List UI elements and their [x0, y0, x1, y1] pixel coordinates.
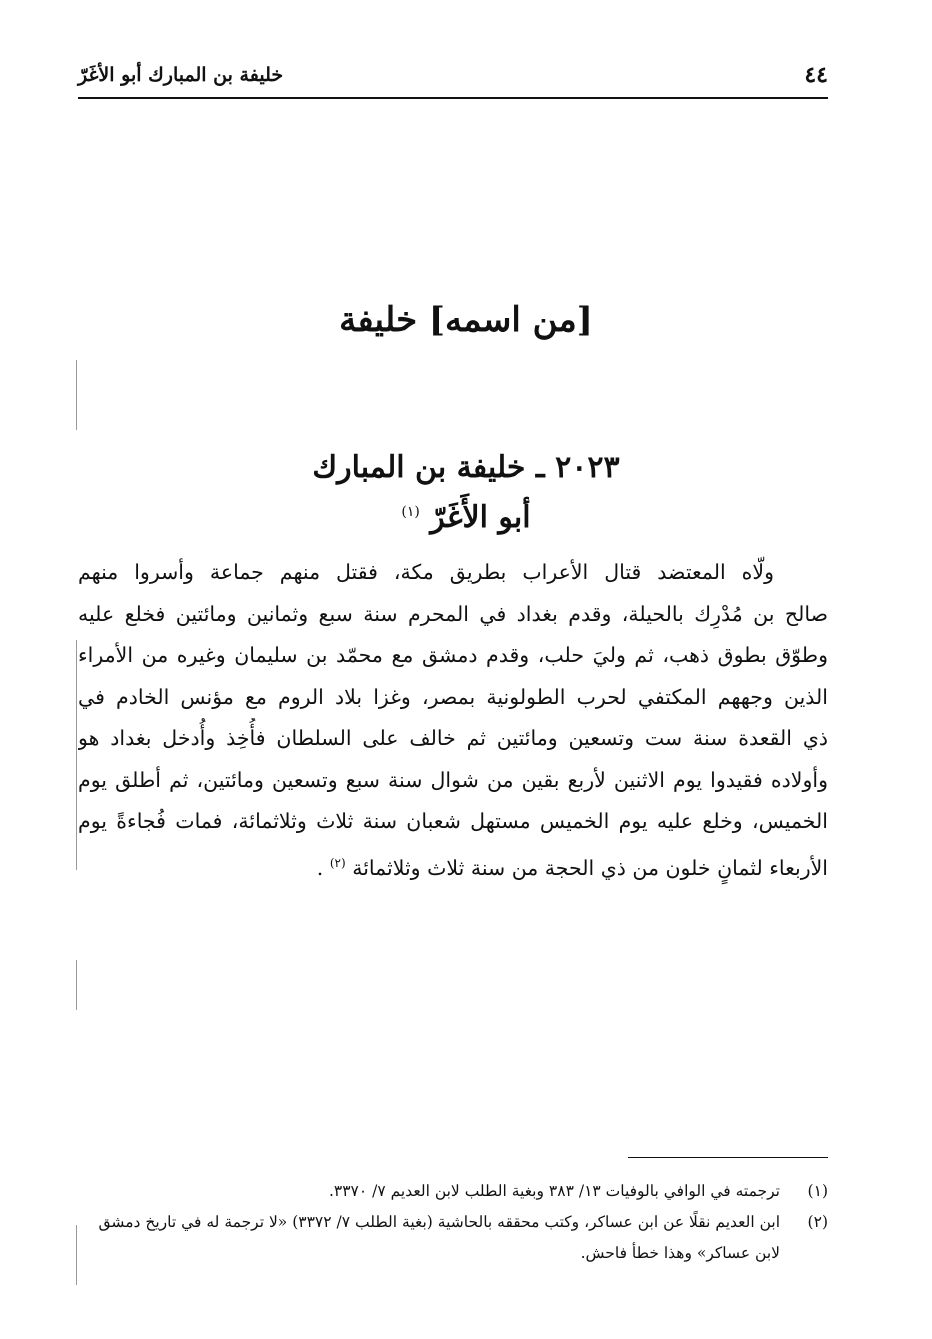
footnote-mark: (١) — [807, 1182, 828, 1200]
body-line: صالح بن مُدْرِك بالحيلة، وقدم بغداد في المحرم سنة سبع وثمانين ومائتين فخلع عليه — [78, 601, 828, 626]
footnote-rule — [628, 1157, 828, 1158]
body-line: الذين وجههم المكتفي لحرب الطولونية بمصر، وغزا بلاد الروم مع مؤنس الخادم في — [78, 684, 828, 709]
footnote-mark: (٢) — [807, 1213, 828, 1231]
footnote-ref-1[interactable]: (١) — [401, 504, 420, 520]
footnote-text: ابن العديم نقلًا عن ابن عساكر، وكتب محققه بالحاشية (بغية الطلب ٧/ ٣٣٧٢) «لا ترجمة له في تاريخ دمشق لابن عساكر» وهذا خطأ فاحش. — [98, 1213, 780, 1262]
header-rule — [78, 97, 828, 99]
body-line: وطوّق بطوق ذهب، ثم وليَ حلب، وقدم دمشق مع محمّد بن سليمان وغيره من الأمراء — [78, 643, 828, 667]
body-line: الأربعاء لثمانٍ خلون من ذي الحجة من سنة ثلاث وثلاثمائة — [352, 855, 828, 880]
footnotes — [78, 1176, 828, 1269]
entry-heading — [0, 446, 932, 540]
scan-margin-mark — [76, 1225, 77, 1285]
scan-margin-mark — [76, 640, 77, 870]
scan-margin-mark — [76, 960, 77, 1010]
footnote-2 — [78, 1207, 828, 1269]
footnote-1 — [78, 1176, 828, 1207]
entry-heading-line1: ٢٠٢٣ ـ خليفة بن المبارك — [312, 450, 620, 485]
entry-heading-line2 — [0, 490, 932, 540]
running-title: خليفة بن المبارك أبو الأغَرّ — [78, 64, 284, 86]
body-line: الخميس، وخلع عليه يوم الخميس مستهل شعبان سنة ثلاث وثلاثمائة، فمات فُجاءةً يوم — [78, 809, 828, 833]
footnote-ref-2[interactable]: (٢) — [329, 855, 346, 870]
scan-margin-mark — [76, 360, 77, 430]
section-title: [من اسمه] خليفة — [339, 300, 593, 340]
body-end-mark: . — [316, 855, 324, 880]
body-line-last — [78, 843, 828, 889]
body-line: وأولاده فقيدوا يوم الاثنين لأربع بقين من شوال سنة سبع وتسعين ومائتين، ثم أطلق يوم — [78, 767, 828, 792]
page-number: ٤٤ — [804, 62, 828, 88]
entry-kunya: أبو الأَغَرّ — [430, 500, 531, 535]
body-line: ولّاه المعتضد قتال الأعراب بطريق مكة، فقتل منهم جماعة وأسروا منهم — [78, 560, 774, 584]
page-header — [78, 58, 828, 98]
body-line: ذي القعدة سنة ست وتسعين ومائتين ثم خالف على السلطان فأُخِذ وأُدخل بغداد هو — [78, 726, 828, 750]
entry-body — [78, 552, 828, 889]
footnote-text: ترجمته في الوافي بالوفيات ١٣/ ٣٨٣ وبغية الطلب لابن العديم ٧/ ٣٣٧٠. — [328, 1182, 780, 1200]
